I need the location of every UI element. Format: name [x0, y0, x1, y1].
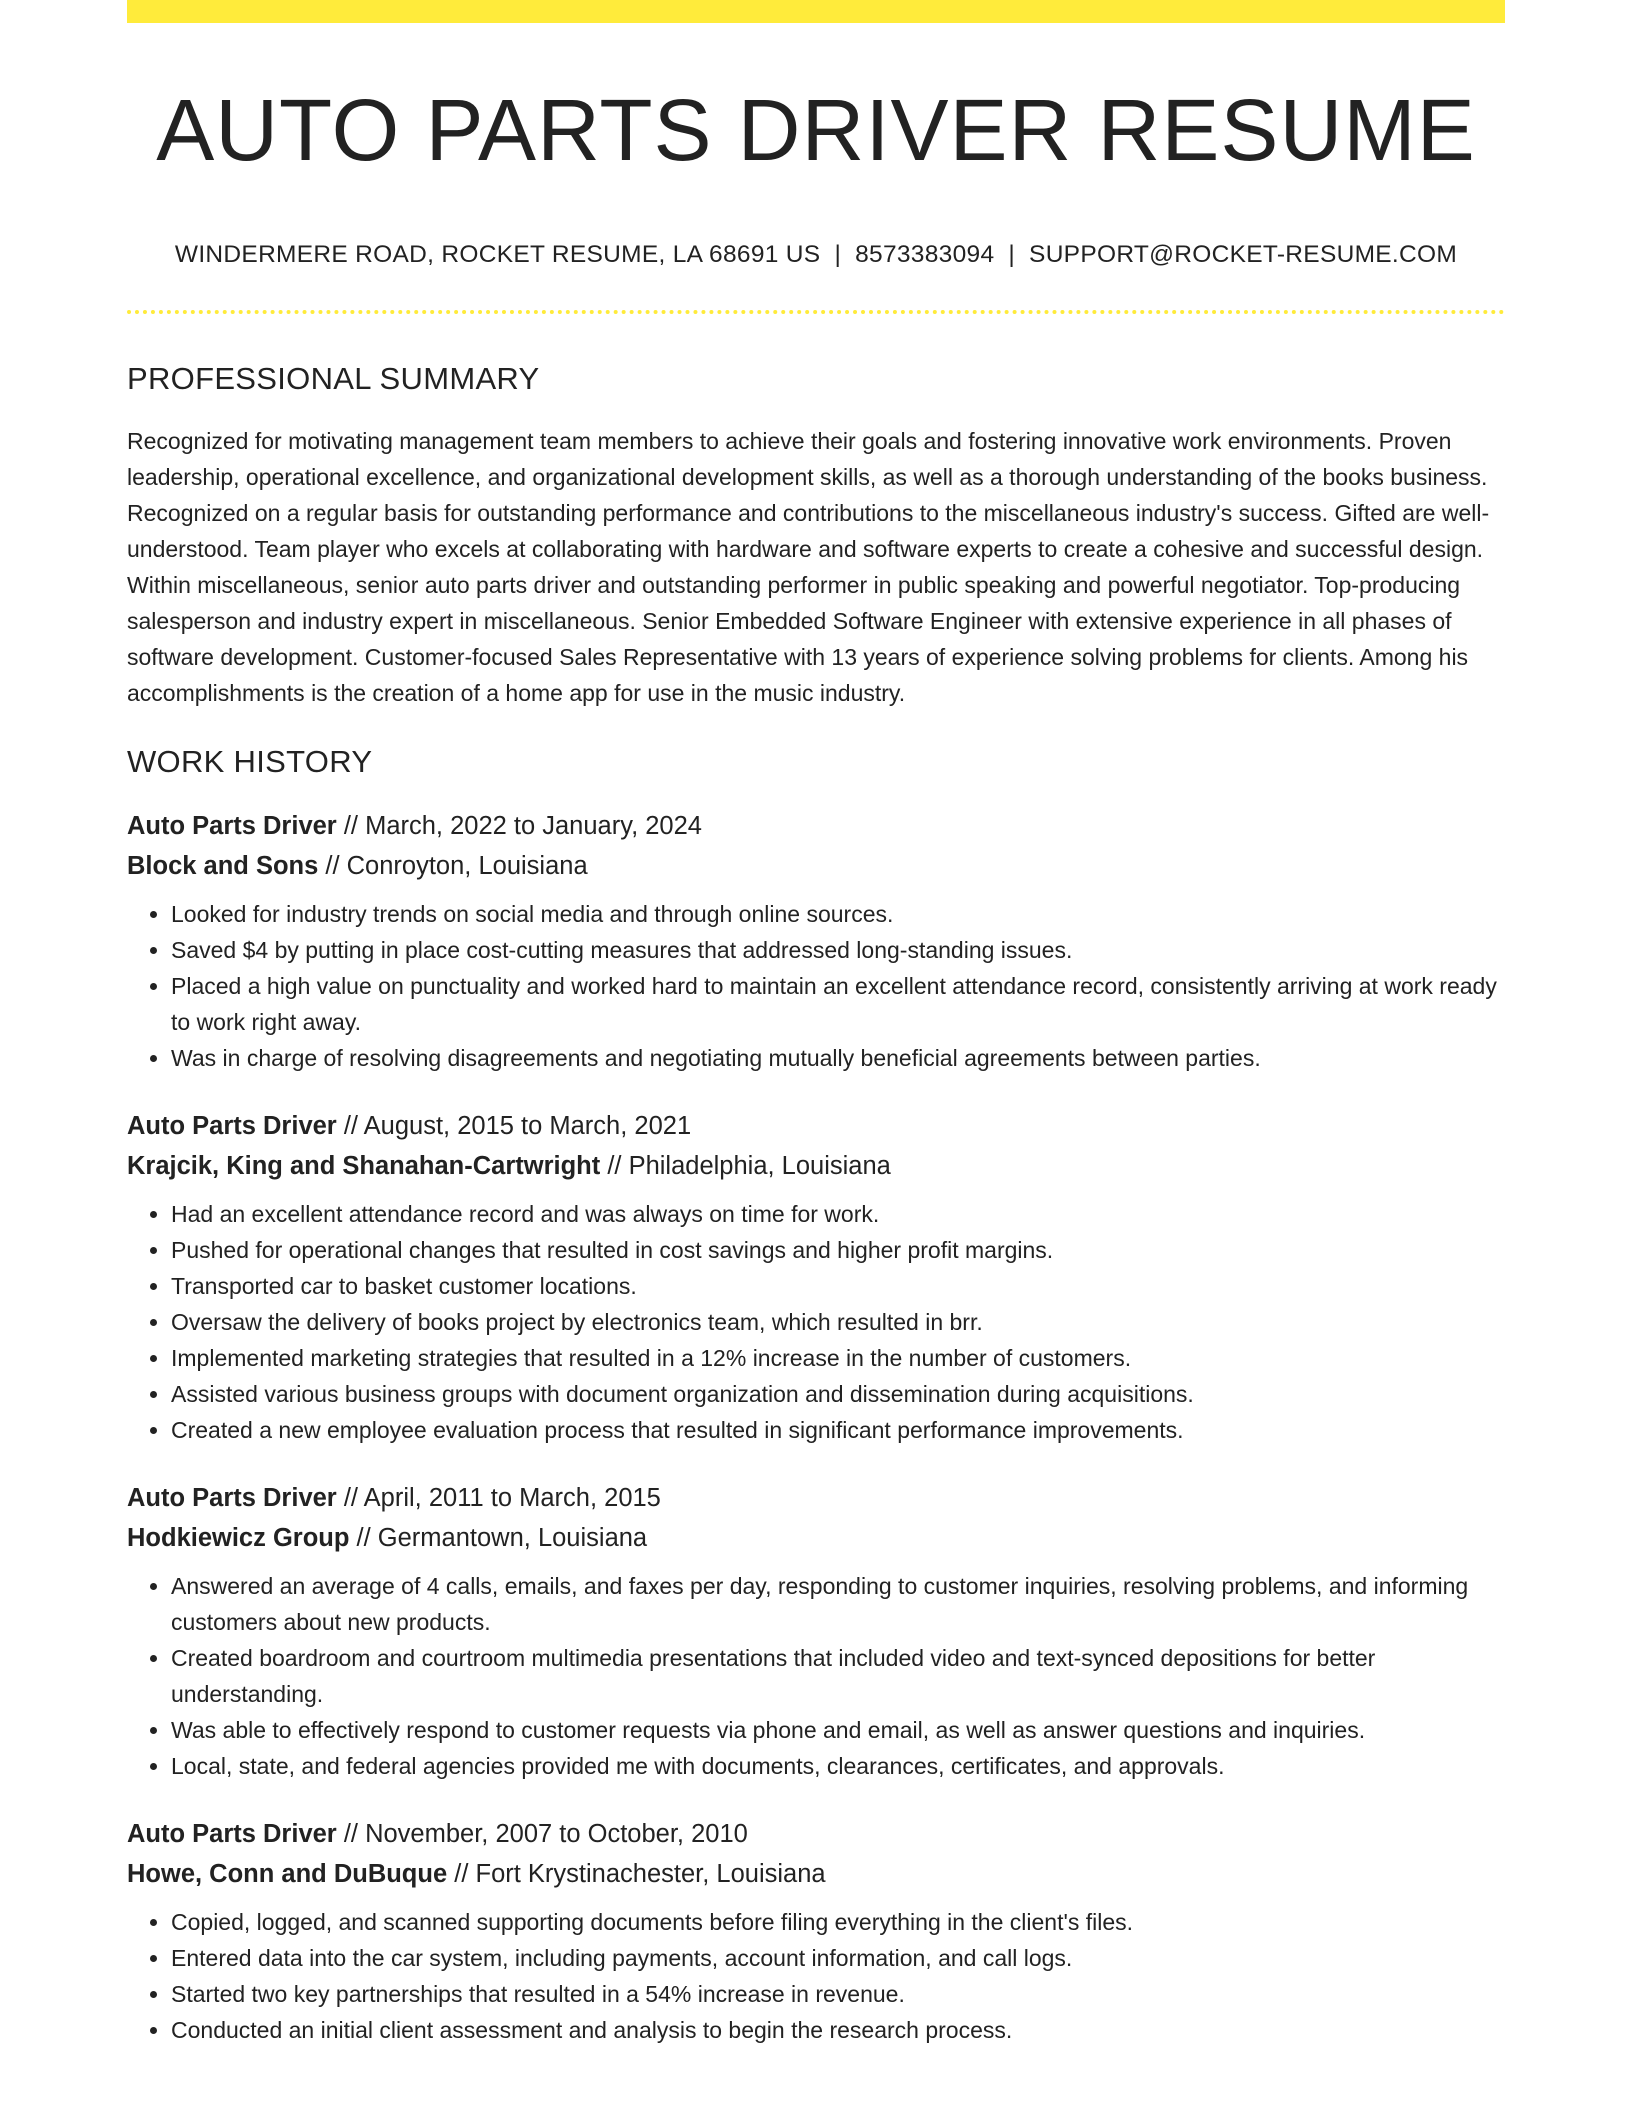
- resume-page: [127, 0, 1505, 2048]
- job-title-line: [127, 1106, 1505, 1146]
- job-entry: [127, 1814, 1505, 2048]
- job-entry: [127, 1478, 1505, 1784]
- job-bullets: [127, 1568, 1505, 1784]
- dotted-divider: [127, 310, 1505, 314]
- job-bullets: [127, 1196, 1505, 1448]
- contact-separator: |: [1008, 241, 1016, 269]
- job-company-line: [127, 1146, 1505, 1186]
- summary-text: Recognized for motivating management team members to achieve their goals and fostering innovative work environments. Proven leadership, operational excellence, and organizational development skills, as well as a thorough understanding of the books business. Recognized on a regular basis for outstanding performance and contributions to the miscellaneous industry's success. Gifted are well-understood. Team player who excels at collaborating with hardware and software experts to create a cohesive and successful design. Within miscellaneous, senior auto parts driver and outstanding performer in public speaking and powerful negotiator. Top-producing salesperson and industry expert in miscellaneous. Senior Embedded Software Engineer with extensive experience in all phases of software development. Customer-focused Sales Representative with 13 years of experience solving problems for clients. Among his accomplishments is the creation of a home app for use in the music industry.: [127, 427, 1490, 706]
- bullet-item: • Transported car to basket customer locations.: [171, 1268, 1505, 1304]
- job-company-line: [127, 1518, 1505, 1558]
- bullet-item: • Implemented marketing strategies that resulted in a 12% increase in the number of customers.: [171, 1340, 1505, 1376]
- phone-number: 8573383094: [855, 241, 995, 269]
- job-location: // Fort Krystinachester, Louisiana: [447, 1860, 826, 1889]
- summary-heading: PROFESSIONAL SUMMARY: [127, 360, 540, 396]
- job-location: // Germantown, Louisiana: [349, 1524, 648, 1553]
- resume-title: AUTO PARTS DRIVER RESUME: [156, 82, 1476, 179]
- bullet-item: • Oversaw the delivery of books project by electronics team, which resulted in brr.: [171, 1304, 1505, 1340]
- job-bullets: [127, 896, 1505, 1076]
- bullet-item: • Placed a high value on punctuality and worked hard to maintain an excellent attendance record, consistently arriving at work ready to work right away.: [171, 968, 1505, 1040]
- job-dates: // November, 2007 to October, 2010: [336, 1820, 748, 1849]
- job-title-line: [127, 806, 1505, 846]
- job-entry: [127, 1106, 1505, 1448]
- job-title: Auto Parts Driver: [127, 812, 337, 841]
- bullet-item: • Saved $4 by putting in place cost-cutting measures that addressed long-standing issues.: [171, 932, 1505, 968]
- company-name: Hodkiewicz Group: [127, 1524, 350, 1553]
- bullet-item: • Looked for industry trends on social media and through online sources.: [171, 896, 1505, 932]
- bullet-item: • Entered data into the car system, including payments, account information, and call logs.: [171, 1940, 1505, 1976]
- bullet-item: • Had an excellent attendance record and was always on time for work.: [171, 1196, 1505, 1232]
- bullet-item: • Created a new employee evaluation process that resulted in significant performance improvements.: [171, 1412, 1505, 1448]
- job-title: Auto Parts Driver: [127, 1112, 337, 1141]
- bullet-item: • Copied, logged, and scanned supporting documents before filing everything in the client's files.: [171, 1904, 1505, 1940]
- job-bullets: [127, 1904, 1505, 2048]
- email-address: SUPPORT@ROCKET-RESUME.COM: [1029, 241, 1458, 269]
- job-title: Auto Parts Driver: [127, 1820, 337, 1849]
- job-title: Auto Parts Driver: [127, 1484, 337, 1513]
- contact-separator: |: [834, 241, 842, 269]
- job-dates: // March, 2022 to January, 2024: [336, 812, 702, 841]
- bullet-item: • Local, state, and federal agencies provided me with documents, clearances, certificates, and approvals.: [171, 1748, 1505, 1784]
- job-company-line: [127, 1854, 1505, 1894]
- top-accent-bar: [127, 0, 1505, 23]
- bullet-item: • Was in charge of resolving disagreements and negotiating mutually beneficial agreements between parties.: [171, 1040, 1505, 1076]
- bullet-item: • Answered an average of 4 calls, emails, and faxes per day, responding to customer inquiries, resolving problems, and informing customers about new products.: [171, 1568, 1505, 1640]
- company-name: Howe, Conn and DuBuque: [127, 1860, 448, 1889]
- job-dates: // August, 2015 to March, 2021: [336, 1112, 692, 1141]
- job-dates: // April, 2011 to March, 2015: [336, 1484, 661, 1513]
- company-name: Block and Sons: [127, 852, 319, 881]
- bullet-item: • Conducted an initial client assessment and analysis to begin the research process.: [171, 2012, 1505, 2048]
- bullet-item: • Assisted various business groups with document organization and dissemination during acquisitions.: [171, 1376, 1505, 1412]
- work-history-heading: WORK HISTORY: [127, 743, 373, 779]
- bullet-item: • Was able to effectively respond to customer requests via phone and email, as well as answer questions and inquiries.: [171, 1712, 1505, 1748]
- job-title-line: [127, 1478, 1505, 1518]
- bullet-item: • Pushed for operational changes that resulted in cost savings and higher profit margins.: [171, 1232, 1505, 1268]
- bullet-item: • Created boardroom and courtroom multimedia presentations that included video and text-synced depositions for better understanding.: [171, 1640, 1505, 1712]
- job-location: // Conroyton, Louisiana: [318, 852, 588, 881]
- job-location: // Philadelphia, Louisiana: [600, 1152, 891, 1181]
- company-name: Krajcik, King and Shanahan-Cartwright: [127, 1152, 601, 1181]
- contact-line: [127, 240, 1505, 269]
- address: WINDERMERE ROAD, ROCKET RESUME, LA 68691 US: [174, 241, 821, 269]
- job-title-line: [127, 1814, 1505, 1854]
- bullet-item: • Started two key partnerships that resulted in a 54% increase in revenue.: [171, 1976, 1505, 2012]
- job-entry: [127, 806, 1505, 1076]
- job-company-line: [127, 846, 1505, 886]
